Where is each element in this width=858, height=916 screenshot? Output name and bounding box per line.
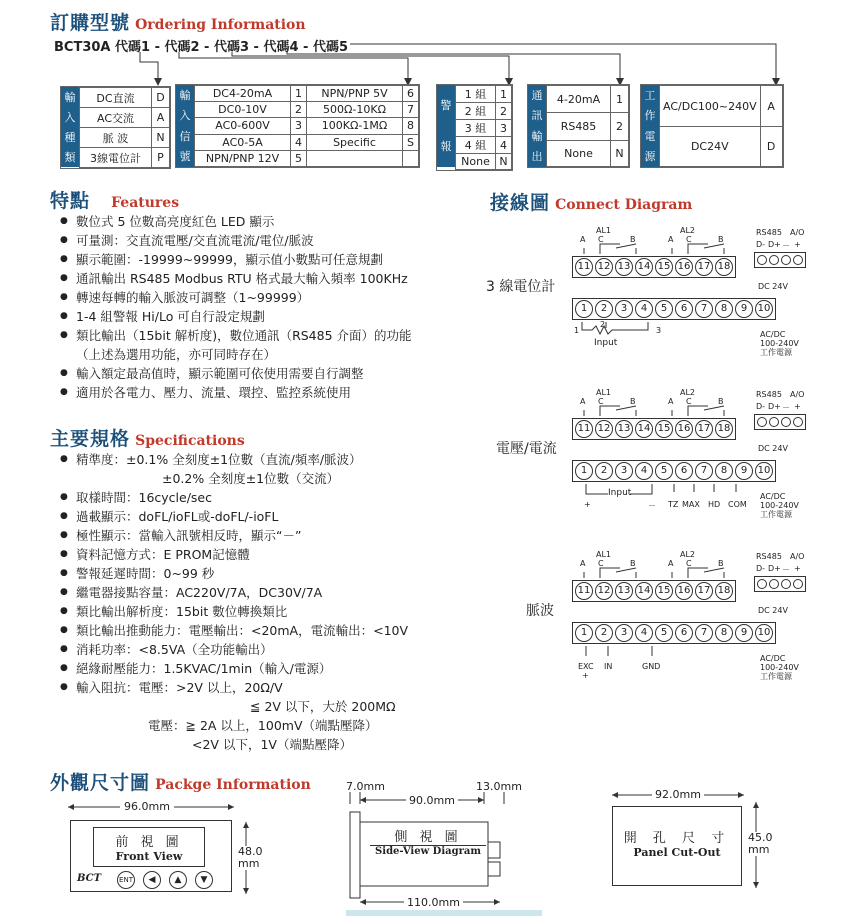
- terminal: 14: [635, 582, 653, 600]
- ao-minus-label: －: [782, 565, 790, 574]
- diagram-label: 電壓/電流: [496, 441, 557, 457]
- terminal: 14: [635, 258, 653, 276]
- front-display: [93, 827, 205, 867]
- list-item: ● 精準度：±0.1% 全刻度±1位數（直流/頻率/脈波）: [58, 450, 478, 469]
- al1-label: AL1: [596, 388, 612, 397]
- list-item: ● 類比輸出解析度：15bit 數位轉換類比: [58, 602, 478, 621]
- terminal: 15: [655, 258, 673, 276]
- list-item: <2V 以下，1V（端點壓降）: [192, 737, 352, 752]
- terminal: 8: [715, 300, 733, 318]
- relay-contact-label: A: [668, 559, 674, 568]
- list-item: ≦ 2V 以下，大於 200MΩ: [250, 699, 396, 714]
- top-terminal-block: [572, 580, 736, 602]
- dc24v-label: DC 24V: [758, 282, 788, 291]
- table-row: 4-20mA 1: [547, 86, 629, 113]
- relay-contact-label: C: [598, 559, 604, 568]
- side-title-cn: 側 視 圖: [394, 830, 462, 845]
- relay-contact-label: C: [686, 397, 692, 406]
- pulse-wiring: [580, 646, 670, 660]
- ao-label: A/O: [790, 390, 805, 399]
- bottom-terminal-block: [572, 298, 776, 320]
- list-item: ● 轉速每轉的輸入脈波可調整（1~99999）: [58, 288, 478, 307]
- al2-label: AL2: [680, 226, 696, 235]
- list-item: ● 數位式 5 位數高亮度紅色 LED 顯示: [58, 212, 478, 231]
- list-item: （上述為選用功能，亦可同時存在）: [76, 347, 277, 362]
- terminal: 7: [695, 462, 713, 480]
- table-row: AC0-600V 3 100KΩ-1MΩ 8: [195, 118, 419, 134]
- relay-contact-label: B: [630, 397, 636, 406]
- terminal: 6: [675, 462, 693, 480]
- features-header: [50, 186, 179, 213]
- max-label: MAX: [682, 500, 700, 509]
- code2-box: [175, 84, 420, 168]
- connect-title-en: Connect Diagram: [555, 197, 693, 213]
- table-row: 1 組 1: [456, 86, 512, 103]
- relay-contact-label: A: [668, 397, 674, 406]
- list-item: ● 適用於各電力、壓力、流量、環控、監控系統使用: [58, 383, 478, 402]
- terminal: 16: [675, 582, 693, 600]
- input-label: Input: [608, 488, 632, 498]
- relay-contact-label: C: [686, 559, 692, 568]
- terminal: 18: [715, 420, 733, 438]
- ao-plus-label: +: [794, 402, 801, 411]
- al2-label: AL2: [680, 388, 696, 397]
- table-row: DC0-10V 2 500Ω-10KΩ 7: [195, 102, 419, 118]
- panel-title-en: Panel Cut-Out: [633, 846, 721, 859]
- terminal: 18: [715, 582, 733, 600]
- panel-height-label: 45.0 mm: [748, 831, 773, 856]
- relay-contacts: [576, 566, 746, 580]
- al2-label: AL2: [680, 550, 696, 559]
- terminal: 13: [615, 582, 633, 600]
- relay-contact-label: B: [630, 235, 636, 244]
- code1-table: [79, 87, 170, 168]
- side-middle-label: 90.0mm: [406, 794, 458, 807]
- table-row: RS485 2: [547, 113, 629, 140]
- terminal: 7: [695, 624, 713, 642]
- ao-minus-label: －: [782, 403, 790, 412]
- specs-header: [50, 424, 245, 451]
- exc-plus: +: [582, 671, 589, 680]
- in-label: IN: [604, 662, 613, 671]
- terminal: 10: [755, 624, 773, 642]
- terminal: 16: [675, 420, 693, 438]
- terminal: 15: [655, 582, 673, 600]
- top-terminal-block: [572, 256, 736, 278]
- diagram-label: 3 線電位計: [486, 279, 556, 295]
- rs485-terminal-block: [754, 576, 806, 592]
- list-item: 電壓：≧ 2A 以上，100mV（端點壓降）: [148, 718, 378, 733]
- side-right-label: 13.0mm: [476, 780, 522, 793]
- terminal: 2: [595, 300, 613, 318]
- front-height-label: 48.0 mm: [238, 845, 263, 870]
- code4-box: [527, 84, 630, 168]
- relay-contact-label: A: [580, 235, 586, 244]
- dplus-label: D+: [768, 240, 781, 249]
- terminal: 17: [695, 582, 713, 600]
- left-button[interactable]: ◀: [143, 871, 161, 889]
- terminal: 1: [575, 300, 593, 318]
- ordering-title-en: Ordering Information: [135, 17, 306, 33]
- code3-label: 警 報: [437, 85, 455, 167]
- table-row: 3線電位計 P: [80, 148, 170, 168]
- rs485-terminal-block: [754, 252, 806, 268]
- code4-label: 通 訊 輸 出: [528, 85, 546, 167]
- dminus-label: D-: [756, 402, 766, 411]
- terminal: 4: [635, 300, 653, 318]
- package-title-en: Packge Information: [155, 777, 311, 793]
- terminal: 4: [635, 624, 653, 642]
- ent-button[interactable]: ENT: [117, 871, 135, 889]
- table-row: None N: [456, 154, 512, 170]
- front-title-cn: 前 視 圖: [115, 835, 183, 850]
- rs485-label: RS485: [756, 390, 782, 399]
- terminal: 5: [655, 462, 673, 480]
- list-item: ● 消耗功率：<8.5VA（全功能輸出）: [58, 640, 478, 659]
- rs485-label: RS485: [756, 552, 782, 561]
- list-item: ● 過載顯示：doFL/ioFL或-doFL/-ioFL: [58, 507, 478, 526]
- relay-contact-label: C: [598, 397, 604, 406]
- front-view: [66, 798, 236, 898]
- specs-title-cn: 主要規格: [50, 428, 131, 450]
- power-label: AC/DC 100-240V 工作電源: [760, 330, 799, 357]
- front-title-en: Front View: [115, 850, 183, 863]
- panel-cutout: [612, 806, 742, 886]
- pot-pin3: 3: [656, 326, 662, 335]
- code3-table: [455, 85, 512, 170]
- table-row: DC24V D: [660, 127, 783, 167]
- terminal: 2: [595, 462, 613, 480]
- code5-line: [350, 44, 776, 80]
- features-title-cn: 特點: [50, 190, 91, 212]
- terminal: 13: [615, 420, 633, 438]
- table-row: AC0-5A 4 Specific S: [195, 134, 419, 150]
- code2-table: [194, 85, 419, 167]
- list-item: ● 輸入阻抗：電壓：>2V 以上，20Ω/V: [58, 678, 478, 697]
- com-label: COM: [728, 500, 747, 509]
- terminal: 10: [755, 462, 773, 480]
- dminus-label: D-: [756, 564, 766, 573]
- terminal: 17: [695, 258, 713, 276]
- table-row: NPN/PNP 12V 5: [195, 150, 419, 166]
- rs485-label: RS485: [756, 228, 782, 237]
- code4-table: [546, 85, 629, 167]
- front-panel: [70, 820, 232, 892]
- list-item: ● 可量測：交直流電壓/交直流電流/電位/脈波: [58, 231, 478, 250]
- table-row: 脈 波 N: [80, 128, 170, 148]
- relay-contacts: [576, 242, 746, 256]
- relay-contact-label: A: [580, 559, 586, 568]
- dminus-label: D-: [756, 240, 766, 249]
- list-item: ● 警報延遲時間：0~99 秒: [58, 564, 478, 583]
- input-plus: +: [584, 500, 591, 509]
- side-title-en: Side-View Diagram: [370, 845, 486, 857]
- ao-label: A/O: [790, 552, 805, 561]
- front-width-label: 96.0mm: [120, 800, 174, 813]
- panel-width-label: 92.0mm: [652, 788, 704, 801]
- table-row: 4 組 4: [456, 137, 512, 154]
- terminal: 3: [615, 300, 633, 318]
- terminal: 10: [755, 300, 773, 318]
- list-item: ±0.2% 全刻度±1位數（交流）: [162, 471, 340, 486]
- hd-label: HD: [708, 500, 721, 509]
- panel-title-cn: 開 孔 尺 寸: [623, 831, 731, 846]
- bottom-terminal-block: [572, 622, 776, 644]
- gnd-label: GND: [642, 662, 661, 671]
- potentiometer-wiring: [578, 322, 668, 342]
- exc-label: EXC: [578, 662, 594, 671]
- bottom-terminal-block: [572, 460, 776, 482]
- code1-arrow: [154, 78, 162, 86]
- tz-label: TZ: [668, 500, 679, 509]
- table-row: AC交流 A: [80, 108, 170, 128]
- code1-box: [60, 86, 171, 169]
- terminal: 3: [615, 624, 633, 642]
- input-label: Input: [594, 338, 618, 348]
- decorative-bar: [346, 910, 542, 916]
- features-title-en: Features: [111, 195, 180, 211]
- top-terminal-block: [572, 418, 736, 440]
- model-string: BCT30A 代碼1 - 代碼2 - 代碼3 - 代碼4 - 代碼5: [54, 40, 349, 55]
- terminal: 1: [575, 462, 593, 480]
- relay-contact-label: C: [686, 235, 692, 244]
- terminal: 2: [595, 624, 613, 642]
- list-item: ● 類比輸出（15bit 解析度)，數位通訊（RS485 介面）的功能: [58, 326, 478, 345]
- list-item: ● 絕緣耐壓能力：1.5KVAC/1min（輸入/電源）: [58, 659, 478, 678]
- code5-table: [659, 85, 783, 167]
- terminal: 9: [735, 624, 753, 642]
- relay-contacts: [576, 404, 746, 418]
- rs485-terminal-block: [754, 414, 806, 430]
- list-item: ● 極性顯示：當輸入訊號相反時，顯示“－”: [58, 526, 478, 545]
- relay-contact-label: B: [718, 397, 724, 406]
- down-button[interactable]: ▼: [195, 871, 213, 889]
- specs-title-en: Specifications: [135, 433, 245, 449]
- code3-line: [232, 52, 509, 80]
- ordering-connector-lines: [0, 0, 858, 90]
- terminal: 14: [635, 420, 653, 438]
- terminal: 18: [715, 258, 733, 276]
- table-row: DC4-20mA 1 NPN/PNP 5V 6: [195, 86, 419, 102]
- terminal: 5: [655, 300, 673, 318]
- terminal: 5: [655, 624, 673, 642]
- list-item: ● 1-4 組警報 Hi/Lo 可自行設定規劃: [58, 307, 478, 326]
- package-header: [50, 768, 311, 795]
- diagram-label: 脈波: [526, 603, 554, 619]
- connect-header: [490, 188, 692, 215]
- package-title-cn: 外觀尺寸圖: [50, 772, 151, 794]
- dplus-label: D+: [768, 564, 781, 573]
- terminal: 11: [575, 258, 593, 276]
- code1-line: [140, 52, 158, 80]
- list-item: ● 繼電器接點容量：AC220V/7A，DC30V/7A: [58, 583, 478, 602]
- terminal: 13: [615, 258, 633, 276]
- table-row: 3 組 3: [456, 120, 512, 137]
- brand-logo: BCT: [77, 873, 102, 884]
- terminal: 8: [715, 462, 733, 480]
- terminal: 7: [695, 300, 713, 318]
- vi-wiring: [580, 484, 760, 498]
- code1-label: 輸 入 種 類: [61, 87, 79, 167]
- dc24v-label: DC 24V: [758, 444, 788, 453]
- terminal: 3: [615, 462, 633, 480]
- table-row: 2 組 2: [456, 103, 512, 120]
- dc24v-label: DC 24V: [758, 606, 788, 615]
- power-label: AC/DC 100-240V 工作電源: [760, 492, 799, 519]
- pot-pin2: 2: [600, 320, 606, 329]
- terminal: 15: [655, 420, 673, 438]
- dplus-label: D+: [768, 402, 781, 411]
- ao-plus-label: +: [794, 564, 801, 573]
- relay-contact-label: A: [668, 235, 674, 244]
- pot-pin1: 1: [574, 326, 580, 335]
- relay-contact-label: B: [718, 235, 724, 244]
- list-item: ● 顯示範圍：-19999~99999，顯示值小數點可任意規劃: [58, 250, 478, 269]
- ordering-title-cn: 訂購型號: [50, 12, 131, 34]
- terminal: 12: [595, 258, 613, 276]
- terminal: 11: [575, 582, 593, 600]
- terminal: 11: [575, 420, 593, 438]
- side-total-label: 110.0mm: [404, 896, 463, 909]
- up-button[interactable]: ▲: [169, 871, 187, 889]
- terminal: 1: [575, 624, 593, 642]
- ao-plus-label: +: [794, 240, 801, 249]
- input-minus: －: [648, 501, 656, 510]
- terminal: 9: [735, 462, 753, 480]
- connect-title-cn: 接線圖: [490, 192, 551, 214]
- specs-list: [58, 450, 478, 754]
- relay-contact-label: A: [580, 397, 586, 406]
- side-title: [370, 826, 486, 857]
- side-left-label: 7.0mm: [346, 780, 385, 793]
- power-label: AC/DC 100-240V 工作電源: [760, 654, 799, 681]
- terminal: 16: [675, 258, 693, 276]
- code3-box: [436, 84, 513, 171]
- list-item: ● 通訊輸出 RS485 Modbus RTU 格式最大輸入頻率 100KHz: [58, 269, 478, 288]
- terminal: 8: [715, 624, 733, 642]
- code5-box: [640, 84, 784, 168]
- al1-label: AL1: [596, 226, 612, 235]
- code2-label: 輸 入 信 號: [176, 85, 194, 167]
- relay-contact-label: B: [718, 559, 724, 568]
- terminal: 6: [675, 300, 693, 318]
- features-list: [58, 212, 478, 402]
- relay-contact-label: C: [598, 235, 604, 244]
- ao-minus-label: －: [782, 241, 790, 250]
- terminal: 12: [595, 420, 613, 438]
- terminal: 17: [695, 420, 713, 438]
- table-row: DC直流 D: [80, 88, 170, 108]
- list-item: ● 輸入額定最高值時，顯示範圍可依使用需要自行調整: [58, 364, 478, 383]
- ao-label: A/O: [790, 228, 805, 237]
- table-row: None N: [547, 140, 629, 166]
- relay-contact-label: B: [630, 559, 636, 568]
- list-item: ● 取樣時間：16cycle/sec: [58, 488, 478, 507]
- terminal: 9: [735, 300, 753, 318]
- terminal: 12: [595, 582, 613, 600]
- list-item: ● 類比輸出推動能力：電壓輸出：<20mA，電流輸出：<10V: [58, 621, 478, 640]
- terminal: 4: [635, 462, 653, 480]
- list-item: ● 資料記憶方式：E PROM記憶體: [58, 545, 478, 564]
- terminal: 6: [675, 624, 693, 642]
- code5-label: 工 作 電 源: [641, 85, 659, 167]
- table-row: AC/DC100~240V A: [660, 86, 783, 127]
- al1-label: AL1: [596, 550, 612, 559]
